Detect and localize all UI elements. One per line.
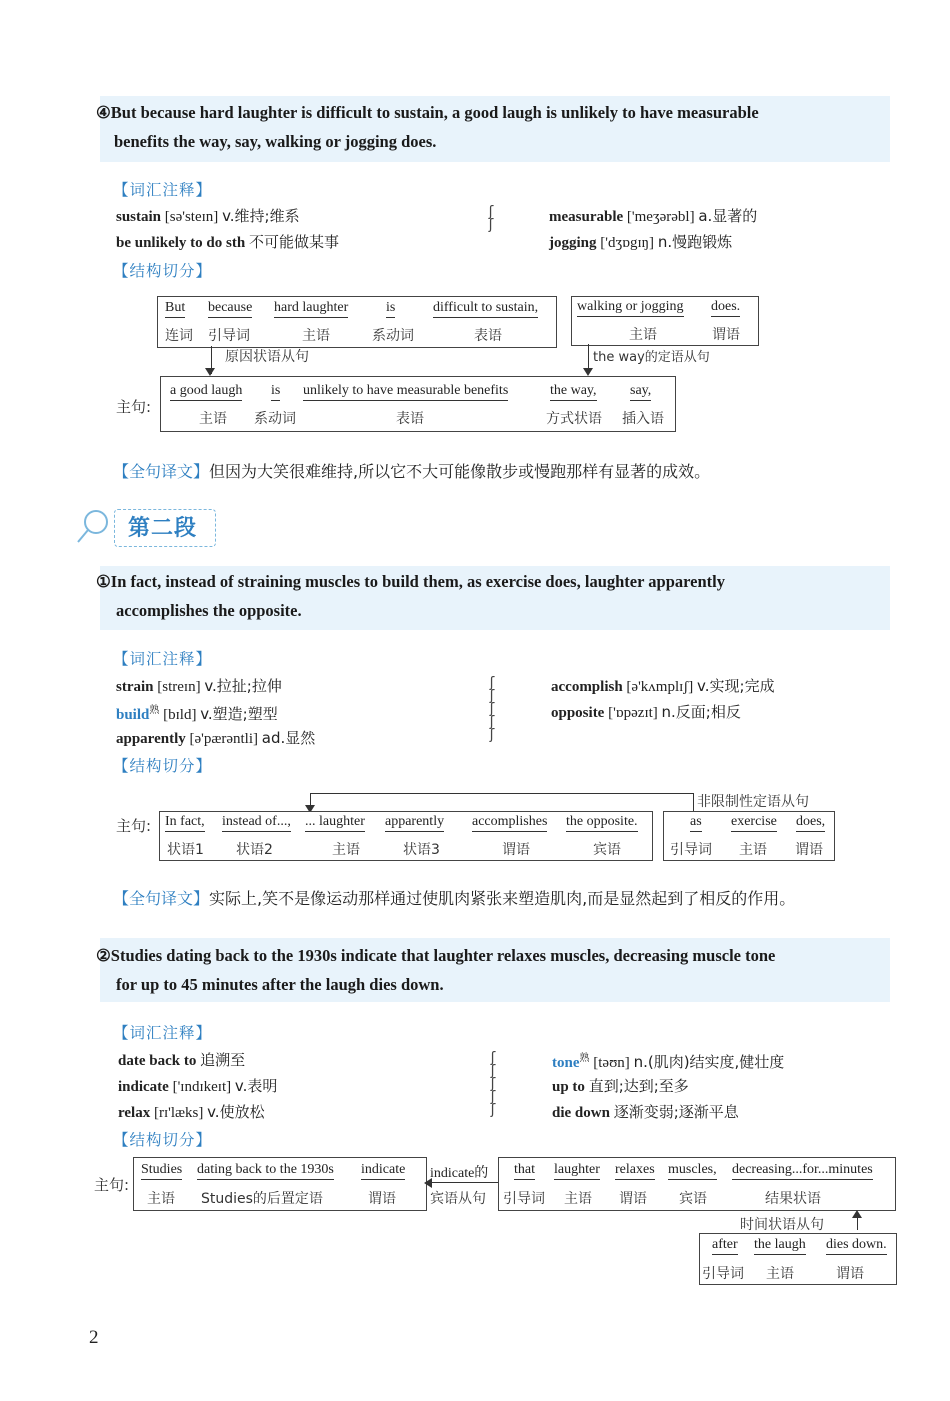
word-cell: dies down. [826,1237,887,1255]
connector-line [857,1216,858,1230]
sentence-4: ④But because hard laughter is difficult to sustain, a good laugh is unlikely to have measurable benefits the way, say, walking or jogging does. [96,103,759,151]
word-cell: difficult to sustain, [433,300,538,318]
magnifier-icon [76,508,110,548]
word-cell: the laugh [754,1237,806,1255]
role-label: 系动词 [372,328,414,344]
word-cell: instead of..., [222,814,291,832]
vocab-item: date back to 追溯至 [118,1051,246,1069]
word-cell: a good laugh [170,383,242,401]
role-label: 主语 [766,1266,794,1282]
badge-familiar: 熟 [579,1053,590,1064]
role-label: 主语 [332,842,360,858]
clause-note: 非限制性定语从句 [697,794,809,810]
role-label: 主语 [147,1191,175,1207]
section-title: 第二段 [128,516,198,541]
role-label: 谓语 [619,1191,647,1207]
structure-header: 【结构切分】 [113,757,213,775]
role-label: 谓语 [795,842,823,858]
role-label: 主语 [302,328,330,344]
sentence-2: ②Studies dating back to the 1930s indicate that laughter relaxes muscles, decreasing muscle tone for up to 45 minutes after the laugh dies down. [96,946,776,994]
arrow-down-icon [583,368,593,376]
word-cell: dating back to the 1930s [197,1162,334,1180]
role-label: 结果状语 [765,1191,821,1207]
wavy-divider: ʃ ʃ [488,204,494,233]
word-cell: the way, [550,383,597,401]
role-label: 系动词 [254,411,296,427]
badge-familiar: 熟 [149,705,160,716]
word-cell: that [514,1162,535,1180]
role-label: 主语 [564,1191,592,1207]
translation: 【全句译文】实际上,笑不是像运动那样通过使肌肉紧张来塑造肌肉,而是显然起到了相反的作用。 [113,889,796,908]
word-cell: as [690,814,702,832]
role-label: 状语2 [236,842,273,858]
vocab-item: indicate ['ɪndɪkeɪt] v.表明 [118,1077,278,1095]
clause-note: 原因状语从句 [225,349,309,365]
word-cell: relaxes [615,1162,655,1180]
vocab-item: sustain [sə'steɪn] v.维持;维系 [116,207,300,225]
role-label: 谓语 [836,1266,864,1282]
role-label: 状语1 [167,842,204,858]
vocab-header: 【词汇注释】 [113,650,213,668]
word-cell: But [165,300,185,318]
clause-note: 时间状语从句 [740,1217,824,1233]
role-label: 主语 [199,411,227,427]
main-clause-label: 主句: [94,1176,130,1194]
vocab-header: 【词汇注释】 [113,181,213,199]
role-label: 表语 [474,328,502,344]
role-label: 引导词 [702,1266,744,1282]
vocab-item: opposite ['ɒpəzɪt] n.反面;相反 [551,703,741,721]
word-cell: In fact, [165,814,205,832]
vocab-item: be unlikely to do sth 不可能做某事 [116,233,339,251]
clause-note: the way的定语从句 [593,350,710,365]
role-label: 宾语 [679,1191,707,1207]
vocab-header: 【词汇注释】 [113,1024,213,1042]
role-label: 引导词 [208,328,250,344]
connector-line [310,793,693,794]
role-label: 表语 [396,411,424,427]
word-cell: does. [711,299,740,317]
vocab-item: accomplish [ə'kʌmplɪʃ] v.实现;完成 [551,677,775,695]
word-cell: ... laughter [305,814,365,832]
word-cell: say, [630,383,651,401]
word-cell: does, [796,814,825,832]
word-cell: hard laughter [274,300,348,318]
word-cell: laughter [554,1162,600,1180]
sentence-1: ①In fact, instead of straining muscles to build them, as exercise does, laughter apparently accomplishes the opposite. [96,572,725,620]
word-cell: unlikely to have measurable benefits [303,383,508,401]
connector-line [430,1182,498,1183]
main-clause-label: 主句: [116,398,152,416]
word-cell: after [712,1237,738,1255]
role-label: 引导词 [503,1191,545,1207]
role-label: 宾语 [593,842,621,858]
word-cell: decreasing...for...minutes [732,1162,873,1180]
arrow-left-icon [424,1178,432,1188]
vocab-item: jogging ['dʒɒgɪŋ] n.慢跑锻炼 [549,233,733,251]
vocab-item: tone$^熟$ [təʊn] n.(肌肉)结实度,健壮度 [552,1053,785,1071]
role-label: 插入语 [622,411,664,427]
word-cell: apparently [385,814,444,832]
word-cell: is [386,300,395,318]
object-clause-word: indicate的 [430,1166,489,1181]
word-cell: the opposite. [566,814,638,832]
vocab-item: strain [streɪn] v.拉扯;拉伸 [116,677,282,695]
role-label: 谓语 [712,327,740,343]
object-clause-role: 宾语从句 [430,1191,486,1207]
structure-header: 【结构切分】 [113,262,213,280]
main-clause-label: 主句: [116,817,152,835]
role-label: 谓语 [368,1191,396,1207]
word-cell: exercise [731,814,777,832]
word-cell: walking or jogging [577,299,684,317]
role-label: 状语3 [403,842,440,858]
vocab-item: relax [rɪ'læks] v.使放松 [118,1103,265,1121]
page-number: 2 [89,1327,99,1348]
word-cell: accomplishes [472,814,547,832]
connector-line [693,793,694,811]
wavy-divider: ʃ ʃ ʃ ʃ ʃ [489,675,495,743]
role-label: 谓语 [502,842,530,858]
role-label: 连词 [165,328,193,344]
role-label: 引导词 [670,842,712,858]
role-label: 主语 [629,327,657,343]
structure-header: 【结构切分】 [113,1131,213,1149]
word-cell: because [208,300,252,318]
role-label: 方式状语 [546,411,602,427]
vocab-item: die down 逐渐变弱;逐渐平息 [552,1103,739,1121]
word-cell: is [271,383,280,401]
arrow-down-icon [205,368,215,376]
vocab-item: measurable ['meʒərəbl] a.显著的 [549,207,758,225]
translation: 【全句译文】但因为大笑很难维持,所以它不大可能像散步或慢跑那样有显著的成效。 [113,462,711,481]
word-cell: muscles, [668,1162,717,1180]
vocab-item: apparently [ə'pærəntli] ad.显然 [116,729,316,747]
word-cell: Studies [141,1162,182,1180]
wavy-divider: ʃ ʃ ʃ ʃ ʃ [490,1050,496,1118]
role-label: Studies的后置定语 [201,1191,323,1207]
vocab-item: build$^熟$ [bɪld] v.塑造;塑型 [116,705,278,723]
vocab-item: up to 直到;达到;至多 [552,1077,689,1095]
word-cell: indicate [361,1162,405,1180]
role-label: 主语 [739,842,767,858]
